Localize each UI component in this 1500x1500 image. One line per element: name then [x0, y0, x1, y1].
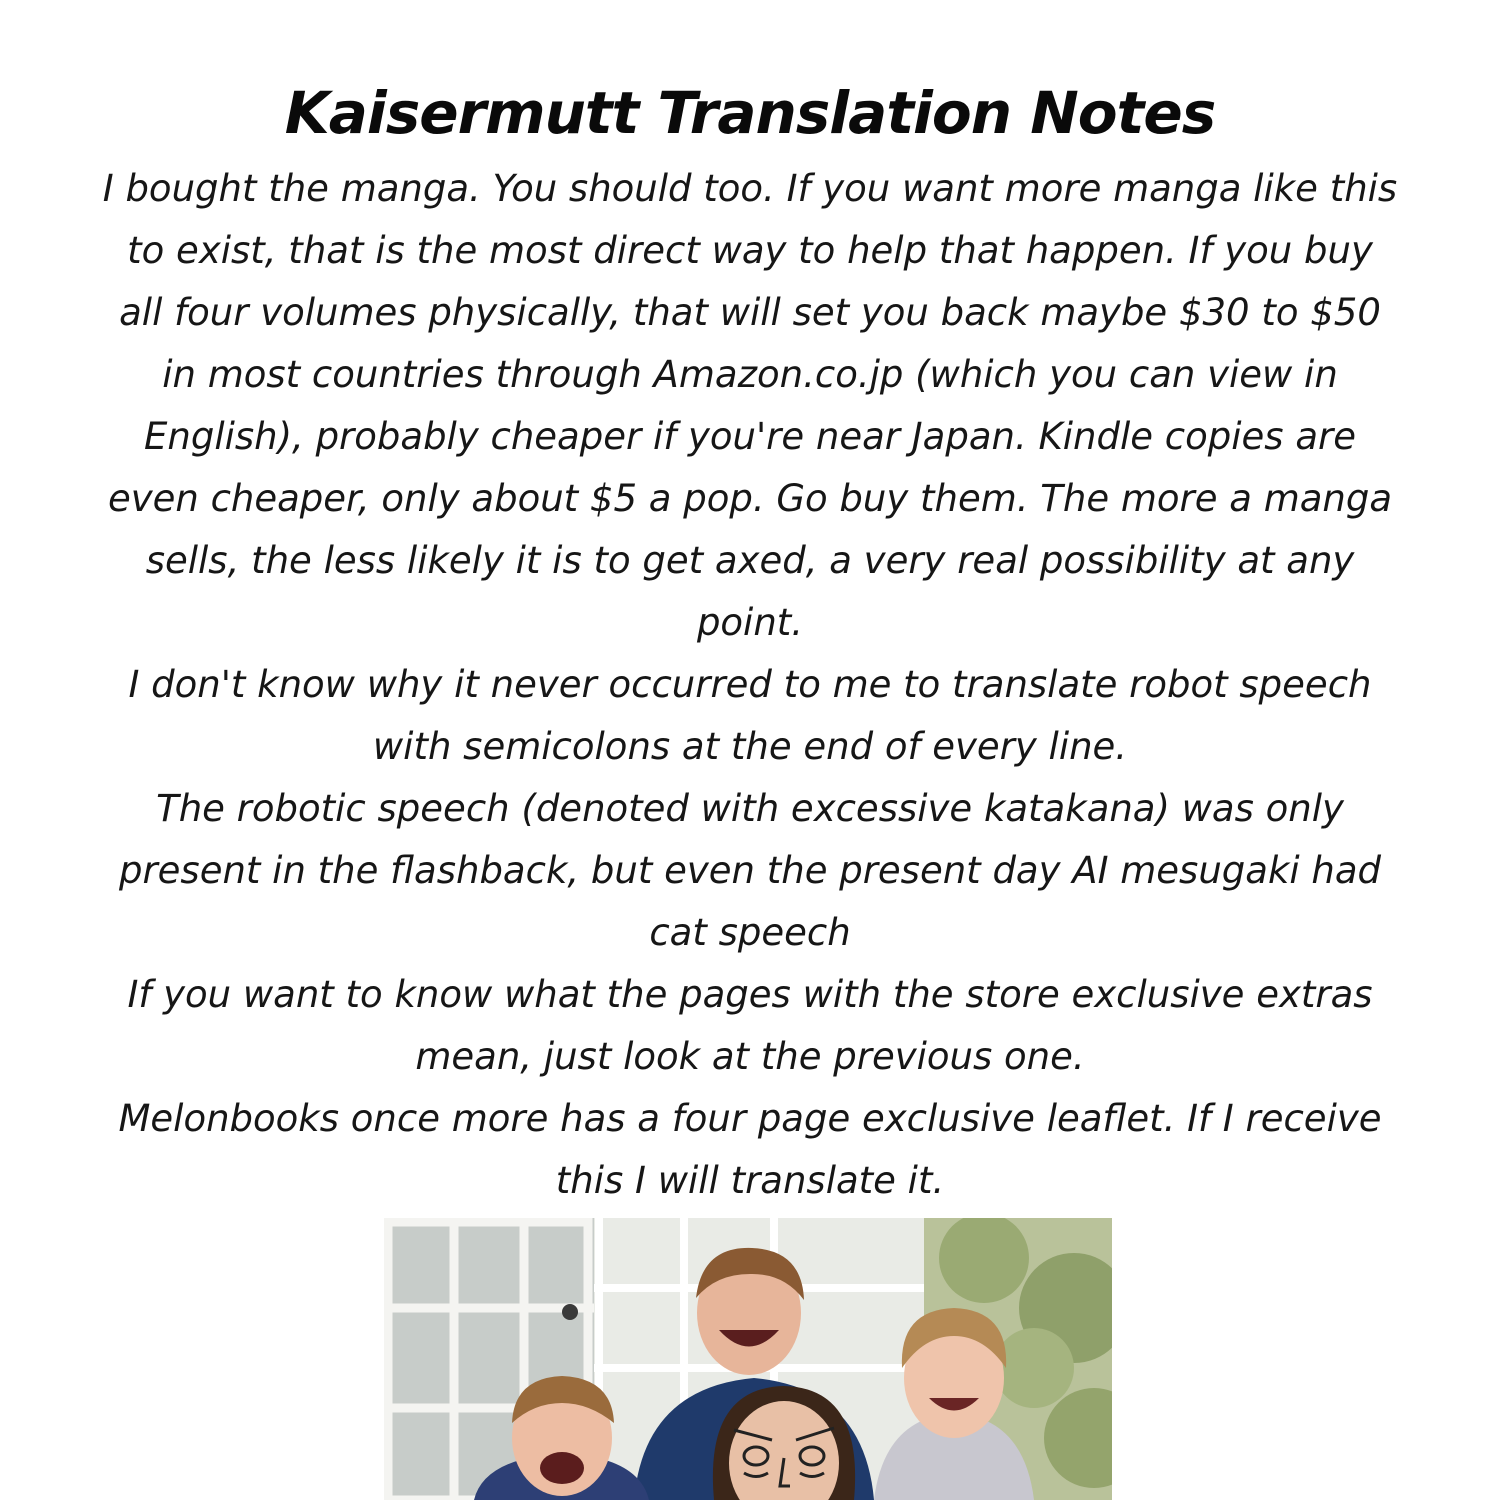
family-photo [384, 1218, 1112, 1500]
note-paragraph-purchase: I bought the manga. You should too. If you want more manga like this to exist, that is the most direct way to help that happen. If you buy all four volumes physically, that will set you back maybe $30 to $50 in most countries through Amazon.co.jp (which you can view in English), probably cheaper if you're near Japan. Kindle copies are even cheaper, only about $5 a pop. Go buy them. The more a manga sells, the less likely it is to get axed, a very real possibility at any point. [102, 167, 1398, 644]
door-knob [562, 1304, 578, 1320]
page-title: Kaisermutt Translation Notes [284, 79, 1216, 147]
note-paragraph-store-extras: If you want to know what the pages with the store exclusive extras mean, just look at the previous one. [127, 973, 1373, 1078]
note-paragraph-robotic-speech: The robotic speech (denoted with excessive katakana) was only present in the flashback, but even the present day AI mesugaki had cat speech [118, 787, 1382, 954]
small-boy-mouth [540, 1452, 584, 1484]
notes-body [100, 158, 1400, 1212]
family-photo-illustration [384, 1218, 1112, 1500]
note-paragraph-melonbooks: Melonbooks once more has a four page exclusive leaflet. If I receive this I will translate it. [118, 1097, 1382, 1202]
note-paragraph-semicolons: I don't know why it never occurred to me to translate robot speech with semicolons at the end of every line. [128, 663, 1372, 768]
